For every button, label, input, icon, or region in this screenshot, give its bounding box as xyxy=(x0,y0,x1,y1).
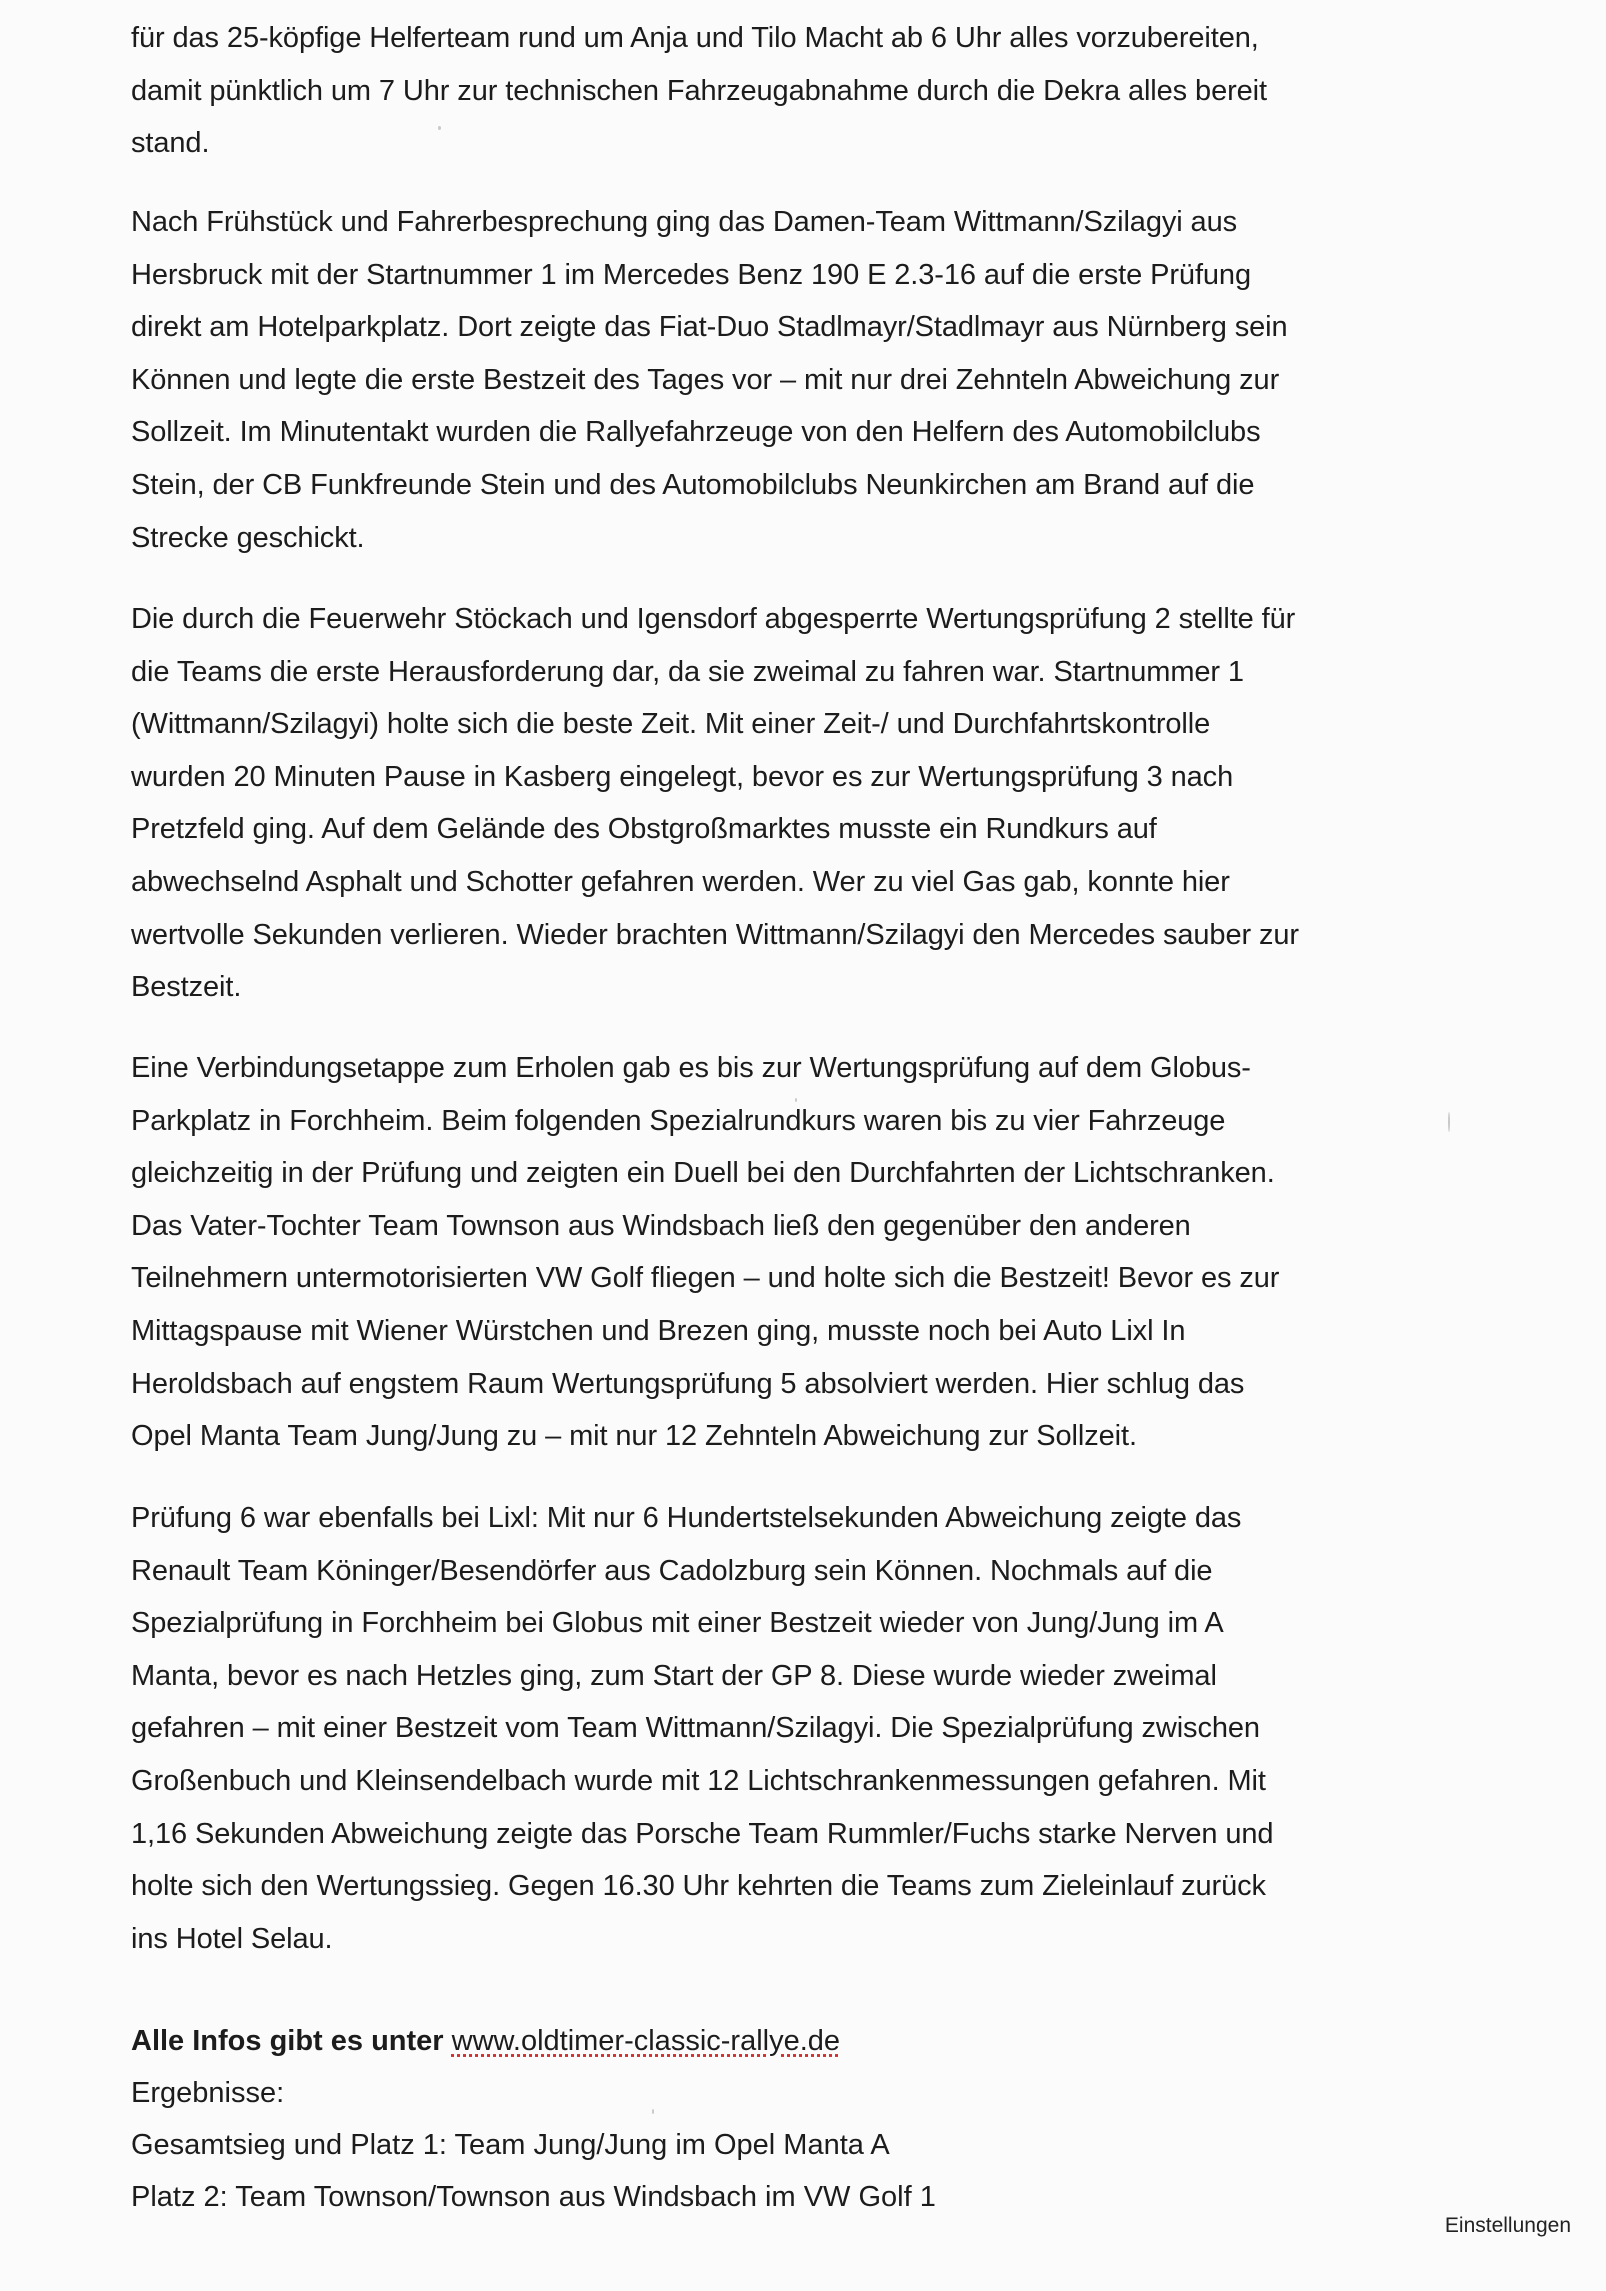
result-item: Gesamtsieg und Platz 1: Team Jung/Jung im Opel Manta A xyxy=(131,2129,890,2161)
text-line: gleichzeitig in der Prüfung und zeigten ein Duell bei den Durchfahrten der Lichtschranken. xyxy=(131,1157,1275,1190)
text-line: Das Vater-Tochter Team Townson aus Windsbach ließ den gegenüber den anderen xyxy=(131,1209,1191,1242)
scan-speck xyxy=(438,126,441,130)
text-line: holte sich den Wertungssieg. Gegen 16.30 Uhr kehrten die Teams zum Zieleinlauf zurück xyxy=(131,1870,1266,1903)
text-line: 1,16 Sekunden Abweichung zeigte das Porsche Team Rummler/Fuchs starke Nerven und xyxy=(131,1817,1274,1850)
text-line: Die durch die Feuerwehr Stöckach und Igensdorf abgesperrte Wertungsprüfung 2 stellte für xyxy=(131,603,1296,635)
text-line: Pretzfeld ging. Auf dem Gelände des Obstgroßmarktes musste ein Rundkurs auf xyxy=(131,813,1157,846)
text-line: Strecke geschickt. xyxy=(131,521,365,554)
paragraph-start xyxy=(131,196,1288,564)
info-prefix: Alle Infos gibt es unter xyxy=(131,2025,452,2057)
text-line: direkt am Hotelparkplatz. Dort zeigte das Fiat-Duo Stadlmayr/Stadlmayr aus Nürnberg sein xyxy=(131,311,1288,344)
scan-speck xyxy=(1448,1112,1450,1132)
text-line: Bestzeit. xyxy=(131,971,242,1004)
text-line: Eine Verbindungsetappe zum Erholen gab es bis zur Wertungsprüfung auf dem Globus- xyxy=(131,1052,1251,1084)
text-line: Großenbuch und Kleinsendelbach wurde mit 12 Lichtschrankenmessungen gefahren. Mit xyxy=(131,1764,1266,1797)
text-line: Teilnehmern untermotorisierten VW Golf fliegen – und holte sich die Bestzeit! Bevor es zur xyxy=(131,1262,1280,1295)
paragraph-stage-2-3 xyxy=(131,593,1299,1014)
text-line: Opel Manta Team Jung/Jung zu – mit nur 12 Zehnteln Abweichung zur Sollzeit. xyxy=(131,1420,1137,1453)
text-line: abwechselnd Asphalt und Schotter gefahren werden. Wer zu viel Gas gab, konnte hier xyxy=(131,865,1230,898)
text-line: Prüfung 6 war ebenfalls bei Lixl: Mit nur 6 Hundertstelsekunden Abweichung zeigte das xyxy=(131,1502,1242,1534)
paragraph-afternoon xyxy=(131,1492,1273,1965)
text-line: Heroldsbach auf engstem Raum Wertungsprüfung 5 absolviert werden. Hier schlug das xyxy=(131,1367,1245,1400)
text-line: Sollzeit. Im Minutentakt wurden die Rallyefahrzeuge von den Helfern des Automobilclubs xyxy=(131,416,1261,449)
scan-speck xyxy=(795,1098,797,1102)
scan-speck xyxy=(652,2109,654,2114)
text-line: die Teams die erste Herausforderung dar, da sie zweimal zu fahren war. Startnummer 1 xyxy=(131,655,1244,688)
website-link[interactable]: www.oldtimer-classic-rallye.de xyxy=(451,2025,841,2057)
text-line: für das 25-köpfige Helferteam rund um Anja und Tilo Macht ab 6 Uhr alles vorzubereiten, xyxy=(131,22,1259,54)
text-line: ins Hotel Selau. xyxy=(131,1922,333,1955)
info-line xyxy=(131,2015,936,2067)
text-line: Nach Frühstück und Fahrerbesprechung ging das Damen-Team Wittmann/Szilagyi aus xyxy=(131,206,1238,238)
text-line: Manta, bevor es nach Hetzles ging, zum Start der GP 8. Diese wurde wieder zweimal xyxy=(131,1659,1217,1692)
result-item: Platz 2: Team Townson/Townson aus Windsbach im VW Golf 1 xyxy=(131,2181,936,2213)
text-line: stand. xyxy=(131,127,210,160)
paragraph-forchheim xyxy=(131,1042,1279,1463)
text-line: wertvolle Sekunden verlieren. Wieder brachten Wittmann/Szilagyi den Mercedes sauber zur xyxy=(131,918,1299,951)
paragraph-preparation xyxy=(131,12,1267,170)
text-line: Können und legte die erste Bestzeit des Tages vor – mit nur drei Zehnteln Abweichung zur xyxy=(131,363,1280,396)
results-section xyxy=(131,2015,936,2223)
text-line: Mittagspause mit Wiener Würstchen und Brezen ging, musste noch bei Auto Lixl In xyxy=(131,1314,1186,1347)
text-line: wurden 20 Minuten Pause in Kasberg eingelegt, bevor es zur Wertungsprüfung 3 nach xyxy=(131,760,1234,793)
text-line: damit pünktlich um 7 Uhr zur technischen Fahrzeugabnahme durch die Dekra alles bereit xyxy=(131,74,1267,107)
text-line: Renault Team Köninger/Besendörfer aus Cadolzburg sein Können. Nochmals auf die xyxy=(131,1554,1213,1587)
results-heading: Ergebnisse: xyxy=(131,2077,285,2109)
text-line: Stein, der CB Funkfreunde Stein und des Automobilclubs Neunkirchen am Brand auf die xyxy=(131,468,1255,501)
text-line: gefahren – mit einer Bestzeit vom Team Wittmann/Szilagyi. Die Spezialprüfung zwischen xyxy=(131,1712,1260,1745)
text-line: (Wittmann/Szilagyi) holte sich die beste Zeit. Mit einer Zeit-/ und Durchfahrtskontrolle xyxy=(131,708,1211,741)
text-line: Hersbruck mit der Startnummer 1 im Mercedes Benz 190 E 2.3-16 auf die erste Prüfung xyxy=(131,258,1251,291)
text-line: Parkplatz in Forchheim. Beim folgenden Spezialrundkurs waren bis zu vier Fahrzeuge xyxy=(131,1104,1226,1137)
text-line: Spezialprüfung in Forchheim bei Globus mit einer Bestzeit wieder von Jung/Jung im A xyxy=(131,1607,1224,1640)
settings-button[interactable]: Einstellungen xyxy=(1444,2214,1571,2237)
